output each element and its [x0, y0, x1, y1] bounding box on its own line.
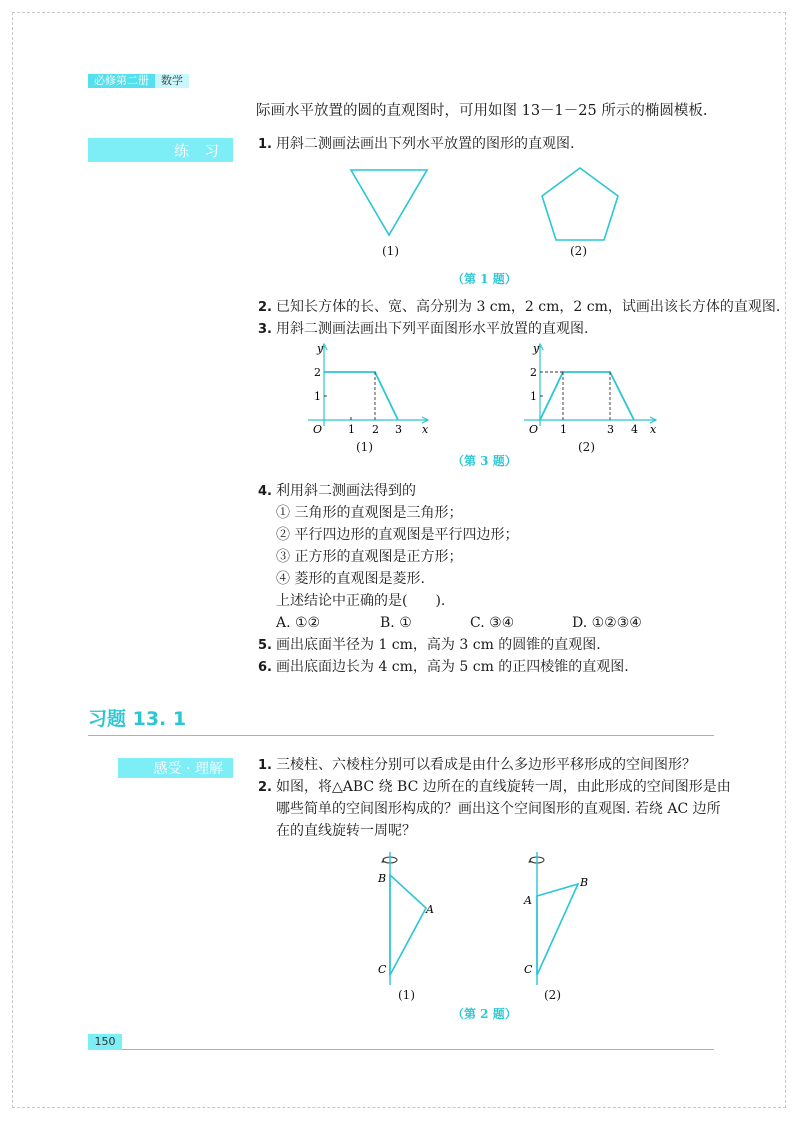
practice-label-text: 练 习	[173, 141, 219, 160]
page-number: 150	[88, 1034, 122, 1050]
question-number: 4.	[258, 484, 272, 499]
x-tick-label: 1	[560, 423, 567, 436]
x-tick-label: 3	[607, 423, 614, 436]
vertex-b-label: B	[378, 872, 387, 885]
question-number: 5.	[258, 638, 272, 653]
question-text: 已知长方体的长、宽、高分别为 3 cm，2 cm，2 cm，试画出该长方体的直观图.	[276, 299, 781, 315]
vertex-a-label: A	[524, 894, 532, 907]
x-tick-label: 2	[372, 423, 379, 436]
q2-fig1-sub: (1)	[398, 988, 415, 1002]
subject-label: 数学	[155, 74, 189, 88]
q4-item: ① 三角形的直观图是三角形；	[276, 505, 463, 521]
y-tick-label: 1	[530, 390, 537, 403]
question-text: 三棱柱、六棱柱分别可以看成是由什么多边形平移形成的空间图形？	[276, 757, 696, 773]
x-tick-label: 4	[631, 423, 638, 436]
y-tick-label: 1	[314, 390, 321, 403]
x-label: x	[422, 423, 429, 436]
question-text: 画出底面边长为 4 cm，高为 5 cm 的正四棱锥的直观图.	[276, 659, 629, 675]
exercise-q1	[258, 754, 696, 777]
question-number: 2.	[258, 300, 272, 315]
graph-shape	[324, 372, 398, 420]
triangle-abc	[390, 875, 426, 975]
volume-label: 必修第二册	[88, 74, 155, 88]
q3-sub1: (1)	[356, 440, 373, 454]
vertex-c-label: C	[524, 963, 533, 976]
practice-label	[88, 138, 233, 162]
q3-sub2: (2)	[578, 440, 595, 454]
vertex-c-label: C	[378, 963, 387, 976]
exercise-section-title: 习题 13. 1	[88, 708, 187, 730]
inverted-triangle-shape	[351, 170, 427, 235]
x-tick-label: 3	[395, 423, 402, 436]
y-label: y	[533, 342, 540, 355]
practice-q4	[258, 480, 416, 503]
y-label: y	[317, 342, 324, 355]
q4-option-b: B. ①	[380, 615, 412, 631]
q4-option-a: A. ①②	[276, 615, 321, 631]
exercise-q2-line3: 在的直线旋转一周呢？	[276, 823, 416, 839]
question-number: 2.	[258, 780, 272, 795]
question-text: 如图，将△ABC 绕 BC 边所在的直线旋转一周，由此形成的空间图形是由	[276, 779, 731, 795]
origin-label: O	[529, 423, 539, 436]
q3-caption: （第 3 题）	[452, 454, 517, 468]
rotation-figure-2	[510, 850, 610, 1000]
x-label: x	[650, 423, 657, 436]
q2-caption: （第 2 题）	[452, 1007, 517, 1021]
graph-shape	[540, 372, 634, 420]
question-text: 画出底面半径为 1 cm，高为 3 cm 的圆锥的直观图.	[276, 637, 601, 653]
q1-caption: （第 1 题）	[452, 272, 517, 286]
practice-q6	[258, 656, 629, 679]
exercise-label	[118, 758, 233, 778]
q4-item: ③ 正方形的直观图是正方形；	[276, 549, 463, 565]
exercise-q2	[258, 776, 731, 799]
question-text: 利用斜二测画法得到的	[276, 483, 416, 499]
q3-graph-2	[516, 340, 666, 440]
practice-q2	[258, 296, 780, 319]
origin-label: O	[313, 423, 323, 436]
question-number: 1.	[258, 758, 272, 773]
q4-item: ④ 菱形的直观图是菱形.	[276, 571, 425, 587]
q1-figures	[330, 160, 650, 260]
q4-option-d: D. ①②③④	[572, 615, 642, 631]
intro-text: 际画水平放置的圆的直观图时，可用如图 13－1－25 所示的椭圆模板.	[256, 103, 708, 119]
y-tick-label: 2	[314, 366, 321, 379]
question-number: 6.	[258, 660, 272, 675]
x-tick-label: 1	[348, 423, 355, 436]
vertex-a-label: A	[426, 903, 434, 916]
pentagon-shape	[542, 168, 618, 240]
question-number: 1.	[258, 137, 272, 152]
exercise-q2-line2: 哪些简单的空间图形构成的？画出这个空间图形的直观图. 若绕 AC 边所	[276, 801, 721, 817]
q2-fig2-sub: (2)	[544, 988, 561, 1002]
q4-prompt: 上述结论中正确的是( ).	[276, 593, 446, 609]
q4-option-c: C. ③④	[470, 615, 515, 631]
question-number: 3.	[258, 322, 272, 337]
q3-graph-1	[300, 340, 440, 440]
practice-q3	[258, 318, 588, 341]
triangle-abc	[537, 884, 578, 975]
q4-item: ② 平行四边形的直观图是平行四边形；	[276, 527, 519, 543]
y-tick-label: 2	[530, 366, 537, 379]
question-text: 用斜二测画法画出下列水平放置的图形的直观图.	[276, 136, 575, 152]
footer-rule	[122, 1049, 714, 1050]
question-text: 用斜二测画法画出下列平面图形水平放置的直观图.	[276, 321, 589, 337]
rotation-figure-1	[360, 850, 460, 1000]
practice-q1	[258, 133, 574, 156]
vertex-b-label: B	[580, 876, 589, 889]
header-tag	[88, 74, 189, 88]
exercise-label-text: 感受 · 理解	[153, 761, 223, 777]
q1-sub2: (2)	[570, 244, 587, 258]
section-divider	[88, 735, 714, 736]
practice-q5	[258, 634, 601, 657]
q1-sub1: (1)	[382, 244, 399, 258]
